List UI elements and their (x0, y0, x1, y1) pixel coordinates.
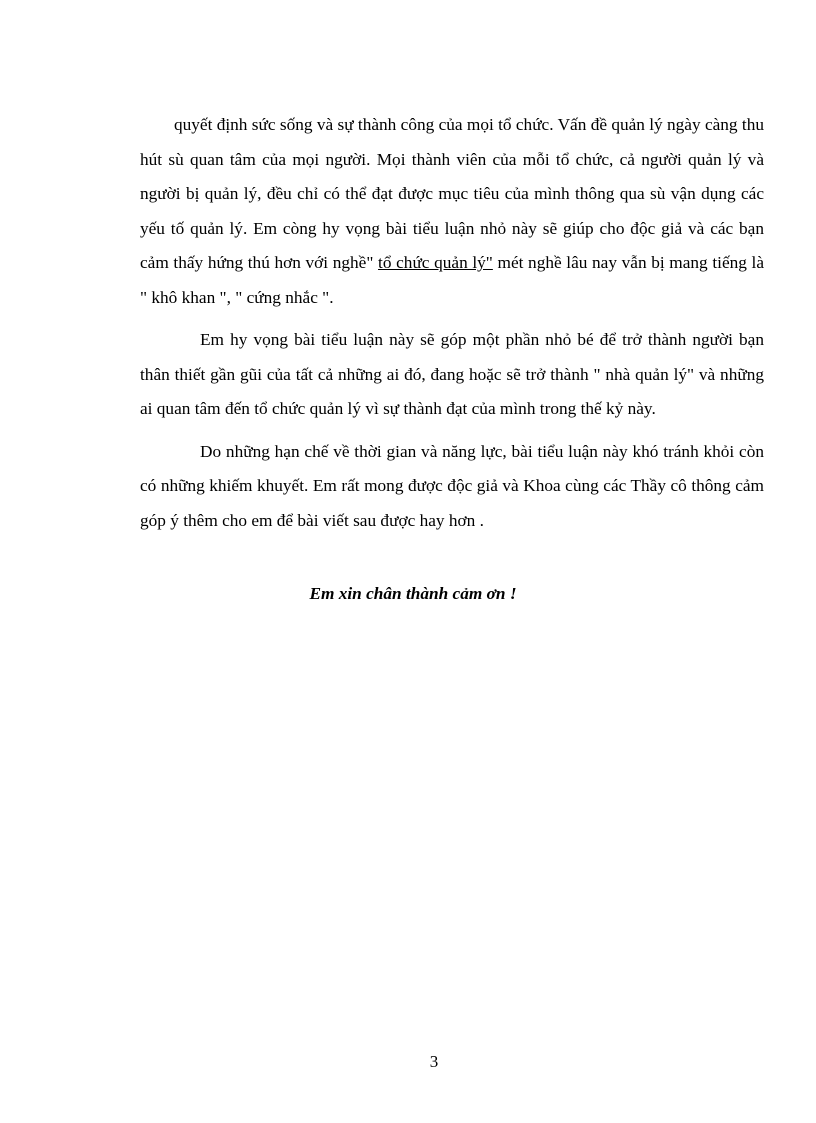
paragraph-1-text-end: mét nghề lâu nay vẫn bị mang tiếng là " khô khan ", " cứng nhắc ". (140, 253, 765, 307)
body-text (140, 108, 764, 538)
underlined-phrase: tổ chức quản lý" (378, 253, 493, 272)
paragraph-2: Em hy vọng bài tiểu luận này sẽ góp một phần nhỏ bé để trở thành người bạn thân thiết gần gũi của tất cả những ai đó, đang hoặc sẽ trở thành " nhà quản lý" và những ai quan tâm đến tổ chức quản lý vì sự thành đạt của mình trong thế kỷ này. (140, 330, 764, 418)
page-number: 3 (429, 1052, 439, 1071)
paragraph-3: Do những hạn chế về thời gian và năng lực, bài tiểu luận này khó tránh khỏi còn có những khiếm khuyết. Em rất mong được độc giả và Khoa cùng các Thầy cô thông cảm góp ý thêm cho em để bài viết sau được hay hơn . (140, 441, 764, 530)
closing-text: Em xin chân thành cảm ơn ! (309, 584, 517, 603)
paragraph-1 (140, 108, 764, 315)
paragraph-1-text: quyết định sức sống và sự thành công của mọi tổ chức. Vấn đề quản lý ngày càng thu hút sù quan tâm của mọi người. Mọi thành viên của mỗi tổ chức, cả người quản lý và người bị quản lý, đều chỉ có thể đạt được mục tiêu của mình thông qua sù vận dụng các yếu tố quản lý. Em còng hy vọng bài tiểu luận nhỏ này sẽ giúp cho độc giả và các bạn cảm thấy hứng thú hơn với nghề" (140, 115, 764, 272)
closing-line (0, 577, 816, 611)
